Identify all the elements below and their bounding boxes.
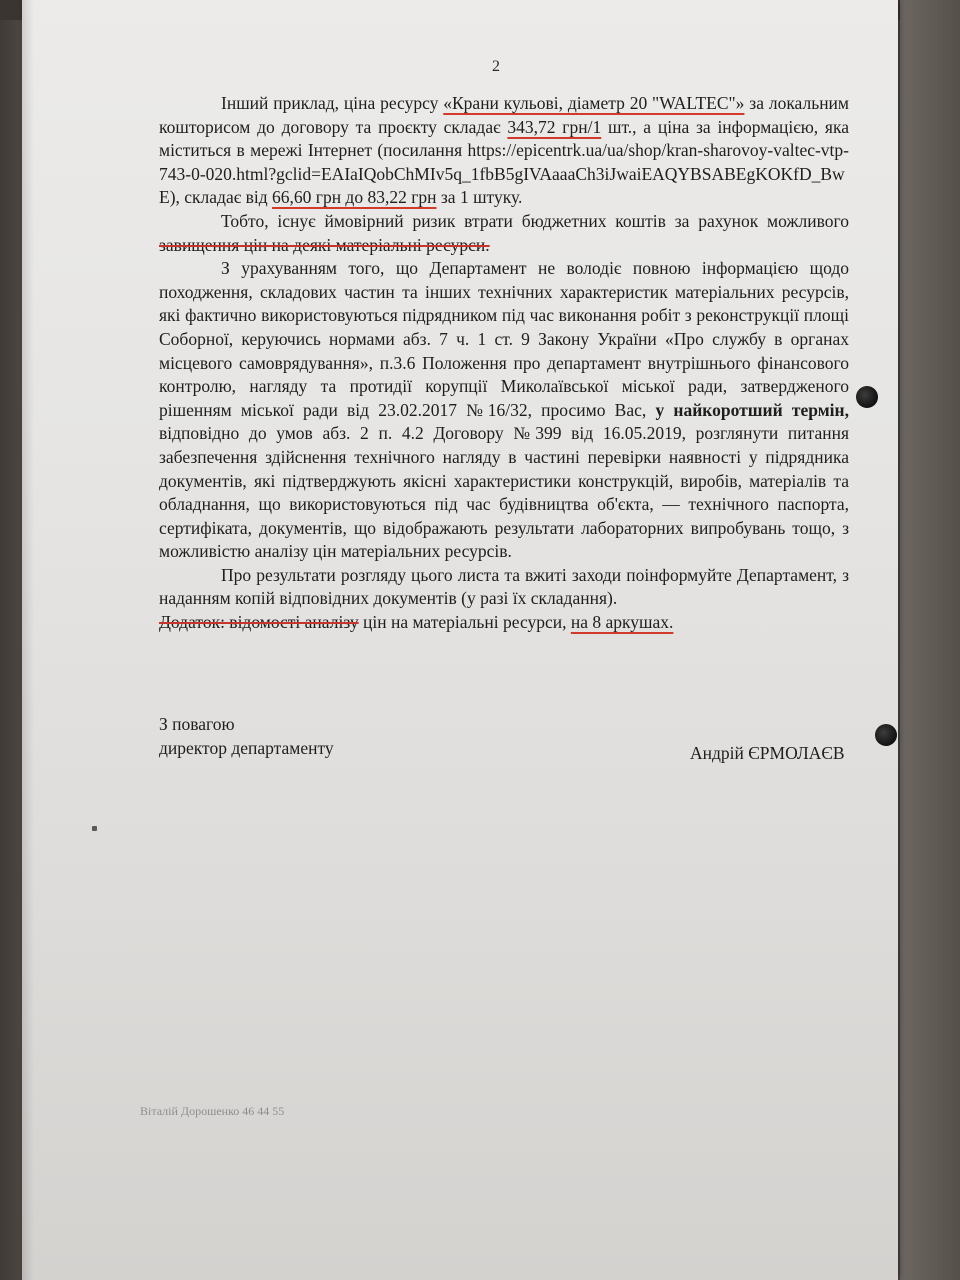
underlined-resource-name: «Крани кульові, діаметр 20 "WALTEC"» xyxy=(443,93,745,113)
punch-hole xyxy=(856,386,878,408)
paragraph-price-example: Інший приклад, ціна ресурсу «Крани кульові, діаметр 20 "WALTEC"» за локальним кошторисом до договору та проєкту складає 343,72 грн/1 шт., а ціна за інформацією, яка міститься в мережі Інтернет (посилання https://epicentrk.ua/ua/shop/kran-sharovoy-valtec-vtp-743-0-020.html?gclid=EAIaIQobChMIv5q_1fbB5gIVAaaaCh3iJwaiEAQYBSABEgKOKfD_BwE), складає від 66,60 грн до 83,22 грн за 1 штуку. xyxy=(159,93,849,208)
letter-body xyxy=(159,92,849,635)
underlined-sheet-count: на 8 аркушах. xyxy=(570,612,674,633)
signer-name: Андрій ЄРМОЛАЄВ xyxy=(690,743,845,763)
paper-speck xyxy=(92,826,97,831)
punch-hole xyxy=(875,724,897,746)
paragraph-request: З урахуванням того, що Департамент не володіє повною інформацією щодо походження, складових частин та інших технічних характеристик матеріальних ресурсів, які фактично використовуються підрядником під час виконання робіт з реконструкції площі Соборної, керуючись нормами абз. 7 ч. 1 ст. 9 Закону України «Про службу в органах місцевого самоврядування», п.3.6 Положення про департамент внутрішнього фінансового контролю, нагляду та протидії корупції Миколаївської міської ради, затвердженого рішенням міської ради від 23.02.2017 №16/32, просимо Вас, у найкоротший термін, відповідно до умов абз. 2 п. 4.2 Договору №399 від 16.05.2019, розглянути питання забезпечення здійснення технічного нагляду в частині перевірки наявності у підрядника документів, які підтверджують якісні характеристики конструкцій, виробів, матеріалів та обладнання, що використовуються під час будівництва об'єкта, — технічного паспорта, сертифіката, документів, що відображають результати лабораторних випробувань тощо, з можливістю аналізу цін матеріальних ресурсів. xyxy=(159,258,849,562)
signer-position: директор департаменту xyxy=(159,738,334,758)
page-shadow xyxy=(22,0,34,1280)
paragraph-results: Про результати розгляду цього листа та вжиті заходи поінформуйте Департамент, з наданням копій відповідних документів (у разі їх складання). xyxy=(159,564,849,609)
source-url: https://epicentrk.ua/ua/shop/kran-sharovoy-valtec-vtp-743-0-020.html?gclid=EAIaIQobChMIv5q_1fbB5gIVAaaaCh3iJwaiEAQYBSABEgKOKfD_BwE xyxy=(159,140,849,208)
document-page xyxy=(22,0,898,1280)
underlined-estimate-price: 343,72 грн/1 xyxy=(507,116,602,137)
closing-regards: З повагою xyxy=(159,714,235,734)
page-number: 2 xyxy=(492,58,500,75)
struck-attachment-label: Додаток: відомості аналізу xyxy=(159,612,359,633)
desk-edge xyxy=(900,0,960,1280)
struck-overpricing-text: завищення цін на деякі матеріальні ресурси. xyxy=(159,234,490,255)
underlined-market-price: 66,60 грн до 83,22 грн xyxy=(272,187,437,208)
executor-line: Віталій Дорошенко 46 44 55 xyxy=(140,1104,285,1118)
bold-deadline: у найкоротший термін, xyxy=(655,399,849,420)
paragraph-attachment: Додаток: відомості аналізу цін на матеріальні ресурси, на 8 аркушах. xyxy=(159,612,674,633)
paragraph-risk: Тобто, існує ймовірний ризик втрати бюджетних коштів за рахунок можливого завищення цін на деякі матеріальні ресурси. xyxy=(159,210,849,255)
